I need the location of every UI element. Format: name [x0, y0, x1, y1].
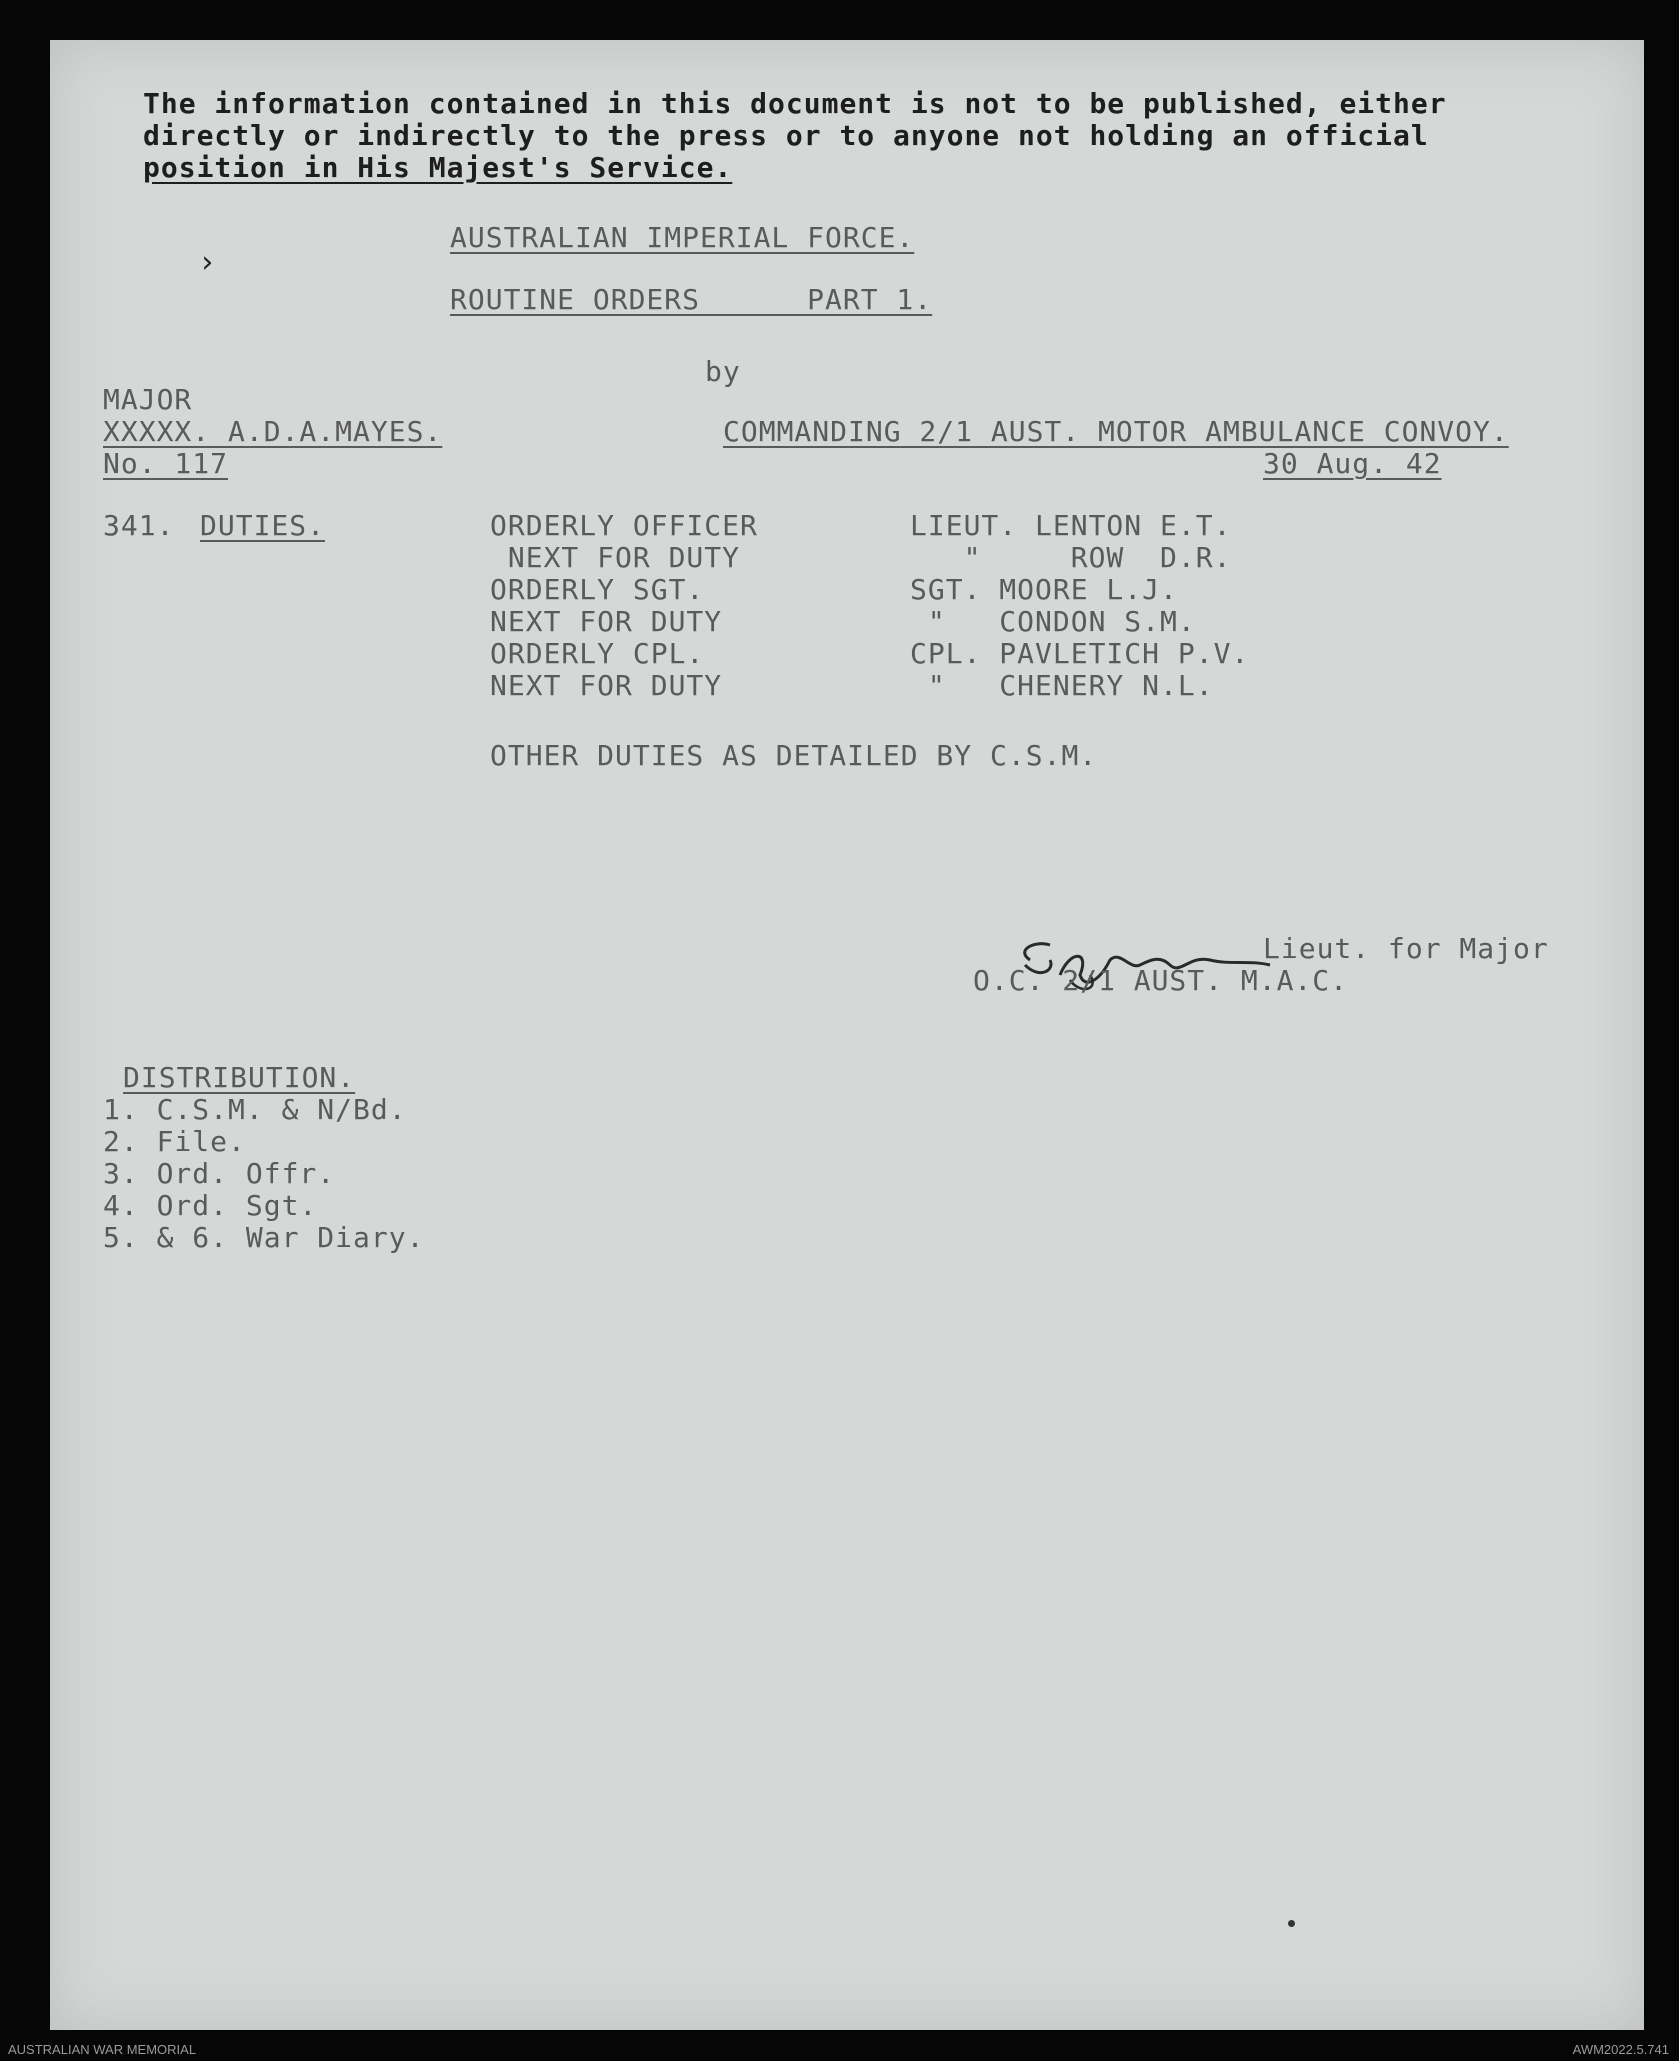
duty-role: NEXT FOR DUTY: [490, 541, 741, 574]
duty-person: SGT. MOORE L.J.: [910, 573, 1178, 606]
footer-accession: AWM2022.5.741: [1572, 2042, 1669, 2057]
distribution-item: 3. Ord. Offr.: [103, 1157, 336, 1190]
duty-person: " CONDON S.M.: [910, 605, 1196, 638]
footer-institution: AUSTRALIAN WAR MEMORIAL: [8, 2042, 197, 2057]
duty-person: CPL. PAVLETICH P.V.: [910, 637, 1250, 670]
security-notice-line-2: directly or indirectly to the press or to anyone not holding an official: [143, 119, 1429, 152]
order-date: 30 Aug. 42: [1263, 447, 1442, 480]
duty-person: " ROW D.R.: [910, 541, 1232, 574]
distribution-item: 4. Ord. Sgt.: [103, 1189, 318, 1222]
distribution-title: DISTRIBUTION.: [123, 1061, 356, 1094]
duty-role: NEXT FOR DUTY: [490, 669, 723, 702]
distribution-item: 1. C.S.M. & N/Bd.: [103, 1093, 407, 1126]
ink-spot: [1288, 1920, 1295, 1927]
distribution-item: 5. & 6. War Diary.: [103, 1221, 425, 1254]
distribution-item: 2. File.: [103, 1125, 246, 1158]
item-number: 341.: [103, 509, 175, 542]
duty-person: " CHENERY N.L.: [910, 669, 1214, 702]
commanding-unit: COMMANDING 2/1 AUST. MOTOR AMBULANCE CONVOY.: [723, 415, 1509, 448]
commander-rank: MAJOR: [103, 383, 193, 416]
security-notice-line-3: position in His Majest's Service.: [143, 151, 733, 184]
commander-name: XXXXX. A.D.A.MAYES.: [103, 415, 443, 448]
document-page: [50, 40, 1644, 2030]
order-number: No. 117: [103, 447, 229, 480]
duty-person: LIEUT. LENTON E.T.: [910, 509, 1232, 542]
margin-mark: ›: [198, 245, 217, 280]
orders-heading: ROUTINE ORDERS PART 1.: [450, 283, 933, 316]
duty-role: ORDERLY CPL.: [490, 637, 705, 670]
duty-role: ORDERLY OFFICER: [490, 509, 758, 542]
duty-role: ORDERLY SGT.: [490, 573, 705, 606]
security-notice-line-1: The information contained in this document is not to be published, either: [143, 87, 1447, 120]
signatory-office: O.C. 2/1 AUST. M.A.C.: [973, 964, 1349, 997]
force-heading: AUSTRALIAN IMPERIAL FORCE.: [450, 221, 915, 254]
duty-role: NEXT FOR DUTY: [490, 605, 723, 638]
item-title: DUTIES.: [200, 509, 326, 542]
by-label: by: [705, 355, 741, 388]
other-duties: OTHER DUTIES AS DETAILED BY C.S.M.: [490, 739, 1098, 772]
signatory-rank: Lieut. for Major: [1263, 932, 1549, 965]
